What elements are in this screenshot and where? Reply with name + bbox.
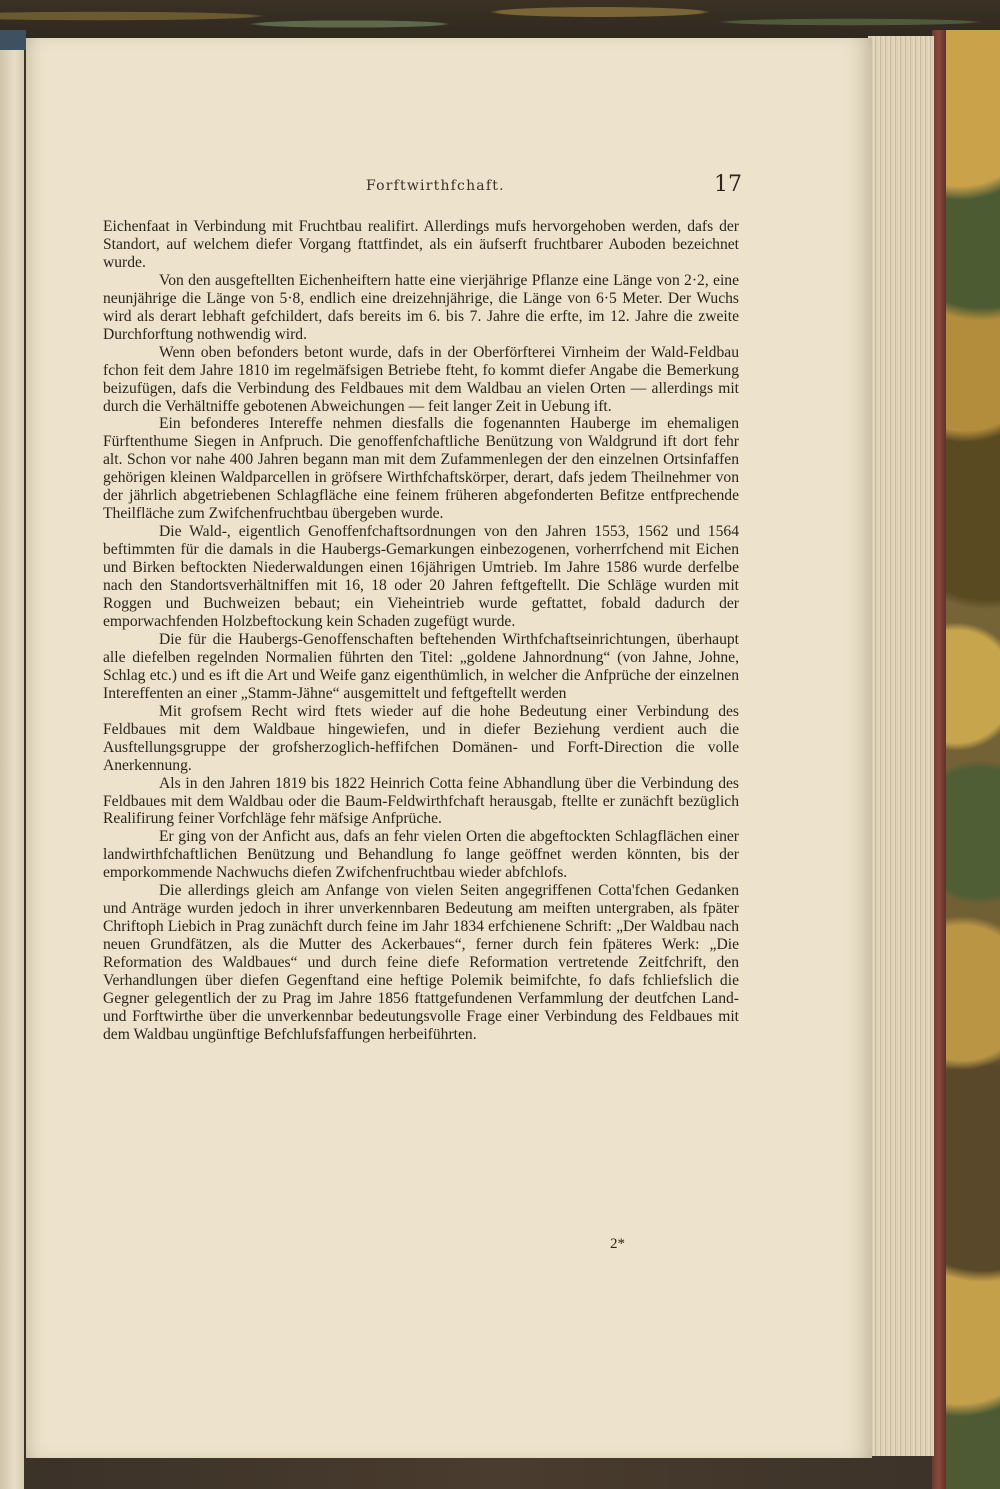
paragraph: Die Wald-, eigentlich Genoffenfchaftsordnungen von den Jahren 1553, 1562 und 1564 beftimmten für die damals in die Haubergs-Gemarkungen einbezogenen, vorherrfchend mit Eichen und Birken beftockten Niederwaldungen einen 16jährigen Umtrieb. Im Jahre 1586 wurde derfelbe nach den Standortsverhältniffen mit 16, 18 oder 20 Jahren feftgeftellt. Die Schläge wurden mit Roggen und Buchweizen bebaut; ein Vieheintrieb wurde geftattet, fobald dadurch der emporwachfenden Holzbeftockung kein Schaden zugefügt wurde. (103, 523, 739, 630)
page-number: 17 (714, 172, 742, 197)
paragraph: Eichenfaat in Verbindung mit Fruchtbau realifirt. Allerdings mufs hervorgehoben werden, dafs der Standort, auf welchem diefer Vorgang ftattfindet, als ein äufserft fruchtbarer Auboden bezeichnet wurde. (103, 218, 739, 271)
page-stack-edges (868, 36, 934, 1456)
left-cover-edge (0, 30, 26, 50)
paragraph: Ein befonderes Intereffe nehmen diesfalls die fogenannten Hauberge im ehemaligen Fürftenthume Siegen in Anfpruch. Die genoffenfchaftliche Benützung von Waldgrund ift dort fehr alt. Schon vor nahe 400 Jahren begann man mit dem Zufammenlegen der den einzelnen Ortsinfaffen gehörigen kleinen Waldparcellen in gröfsere Wirthfchaftskörper, derart, dafs jedem Theilnehmer von der jährlich abgetriebenen Schlagfläche eine feinem früheren abgefonderten Befitze entfprechende Theilfläche zum Zwifchenfruchtbau übergeben wurde. (103, 415, 739, 523)
running-title: Forftwirthfchaft. (366, 178, 505, 194)
signature-mark: 2* (610, 1236, 625, 1252)
left-page-edge (0, 44, 24, 1489)
body-text (103, 218, 739, 1044)
running-head (26, 172, 872, 202)
paragraph: Die allerdings gleich am Anfange von vielen Seiten angegriffenen Cotta'fchen Gedanken und Anträge wurden jedoch in ihrer unverkennbaren Bedeutung am meiften untergraben, als fpäter Chriftoph Liebich in Prag zunächft durch feine im Jahr 1834 erfchienene Schrift: „Der Waldbau nach neuen Grundfätzen, als die Mutter des Ackerbaues“, ferner durch fein fpäteres Werk: „Die Reformation des Waldbaues“ und durch feine diefe Reformation vertretende Zeitfchrift, den Verhandlungen über diefen Gegenftand eine heftige Polemik beimifchte, fo dafs fchliefslich die Gegner gelegentlich der zu Prag im Jahre 1856 ftattgefundenen Verfammlung der deutfchen Land- und Forftwirthe über die unverkennbar bedeutungsvolle Frage einer Verbindung des Feldbaues mit dem Waldbau ungünftige Befchlufsfaffungen herbeiführten. (103, 882, 739, 1043)
marbled-cover-top (0, 0, 1000, 40)
paragraph: Die für die Haubergs-Genoffenschaften beftehenden Wirthfchaftseinrichtungen, überhaupt alle diefelben regelnden Normalien führten den Titel: „goldene Jahnordnung“ (von Jahne, Johne, Schlag etc.) und es ift die Art und Weife ganz eigenthümlich, in welcher die Anfprüche der einzelnen Intereffenten an einer „Stamm-Jähne“ ausgemittelt und feftgeftellt werden (103, 630, 739, 702)
paragraph: Als in den Jahren 1819 bis 1822 Heinrich Cotta feine Abhandlung über die Verbindung des Feldbaues mit dem Waldbau oder die Baum-Feldwirthfchaft herausgab, ftellte er zunächft bezüglich Realifirung feiner Vorfchläge fehr mäfsige Anfprüche. (103, 774, 739, 828)
marbled-cover-right (942, 30, 1000, 1489)
book-spine-edge (932, 30, 946, 1489)
paragraph: Von den ausgeftellten Eichenheiftern hatte eine vierjährige Pflanze eine Länge von 2·2, eine neunjährige die Länge von 5·8, endlich eine dreizehnjährige, die Länge von 6·5 Meter. Der Wuchs wird als derart lebhaft gefchildert, dafs bereits im 6. bis 7. Jahre die erfte, im 12. Jahre die zweite Durchforftung nothwendig wird. (103, 271, 739, 343)
paragraph: Er ging von der Anficht aus, dafs an fehr vielen Orten die abgeftockten Schlagflächen einer landwirthfchaftlichen Benützung und Behandlung fo lange geöffnet werden könnten, bis der emporkommende Nachwuchs diefen Zwifchenfruchtbau wieder abfchlofs. (103, 828, 739, 882)
paragraph: Mit grofsem Recht wird ftets wieder auf die hohe Bedeutung einer Verbindung des Feldbaues mit dem Waldbaue hingewiefen, und in diefer Beziehung verdient auch die Ausftellungsgruppe der grofsherzoglich-heffifchen Domänen- und Forft-Direction die volle Anerkennung. (103, 702, 739, 774)
paragraph: Wenn oben befonders betont wurde, dafs in der Oberförfterei Virnheim der Wald-Feldbau fchon feit dem Jahre 1810 im regelmäfsigen Betriebe fteht, fo kommt diefer Angabe die Bemerkung beizufügen, dafs die Verbindung des Feldbaues mit dem Waldbau an vielen Orten — allerdings mit durch die Verhältniffe gebotenen Abweichungen — feit langer Zeit in Uebung ift. (103, 343, 739, 415)
